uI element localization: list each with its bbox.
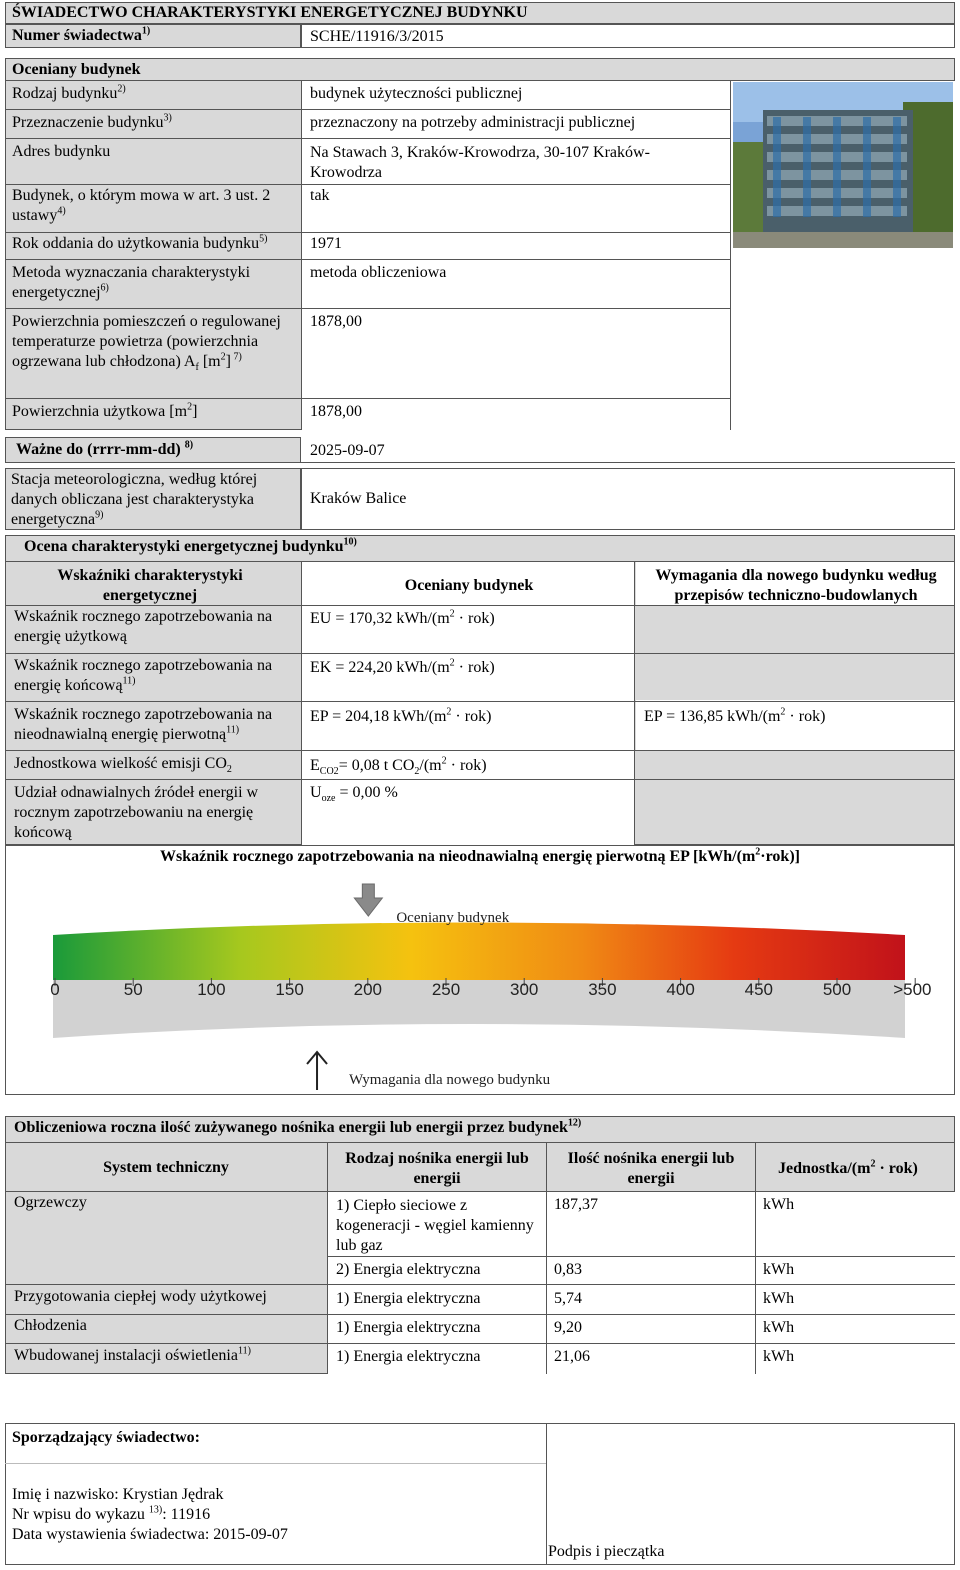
rating-section-title: Ocena charakterystyki energetycznej budynku$^{10)}$	[24, 536, 357, 555]
preparer-name: Imię i nazwisko: Krystian Jędrak	[12, 1486, 224, 1503]
row-dhw-amount: 5,74	[554, 1290, 582, 1307]
eu-value: EU = 170,32 kWh/$(m^2 \cdot rok)$	[310, 608, 495, 627]
cert-number-value-cell	[301, 24, 955, 48]
heated-area-label: Powierzchnia pomieszczeń o regulowanej temperaturze powietrza (powierzchnia ogrzewana lub chłodzona) $A_f$ $[m^2]$ $^{7)}$	[12, 313, 281, 374]
valid-until-value: 2025-09-07	[310, 442, 385, 459]
renewable-label: Udział odnawialnych źródeł energii w rocznym zapotrzebowaniu na energię końcową	[14, 784, 259, 841]
building-art3-label: Budynek, o którym mowa w art. 3 ust. 2 ustawy$^{4)}$	[12, 187, 271, 224]
preparer-heading: Sporządzający świadectwo:	[12, 1429, 200, 1446]
usable-area-value: 1878,00	[310, 403, 362, 420]
valid-until-label: Ważne do (rrrr-mm-dd) $^{8)}$	[16, 439, 194, 458]
ep-required-value: EP = 136,85 kWh/$(m^2 \cdot rok)$	[644, 706, 826, 725]
row-dhw-unit: kWh	[763, 1290, 795, 1307]
building-year-label: Rok oddania do użytkowania budynku$^{5)}$	[12, 233, 268, 252]
heated-area-value: 1878,00	[310, 313, 362, 330]
ep-label: Wskaźnik rocznego zapotrzebowania na nieodnawialną energię pierwotną$^{11)}$	[14, 706, 273, 743]
row-cooling-unit: kWh	[763, 1319, 795, 1336]
preparer-date: Data wystawienia świadectwa: 2015-09-07	[12, 1526, 288, 1543]
consumption-col-system: System techniczny	[103, 1159, 229, 1176]
assessed-marker-label: Oceniany budynek	[396, 910, 510, 926]
building-type-label: Rodzaj budynku$^{2)}$	[12, 83, 126, 102]
row-cooling-system: Chłodzenia	[14, 1317, 87, 1334]
ep-tick-label: 350	[588, 980, 617, 999]
row-heating2-carrier: 2) Energia elektryczna	[336, 1261, 481, 1278]
building-photo	[733, 82, 953, 248]
ep-value: EP = 204,18 kWh/$(m^2 \cdot rok)$	[310, 706, 492, 725]
ep-scale-axis-band	[53, 980, 905, 1038]
ep-tick-label: 0	[50, 980, 60, 999]
signature-label: Podpis i pieczątka	[548, 1543, 665, 1560]
renewable-value: $U_{oze} = 0,00$ %	[310, 784, 398, 805]
required-marker-label: Wymagania dla nowego budynku	[349, 1072, 551, 1088]
cert-number-label: Numer świadectwa$^{1)}$	[12, 25, 151, 44]
co2-label: Jednostkowa wielkość emisji $CO_2$	[14, 755, 232, 776]
row-lighting-system: Wbudowanej instalacji oświetlenia$^{11)}$	[14, 1345, 251, 1364]
row-heating-unit: kWh	[763, 1196, 795, 1213]
ep-tick-label: 250	[431, 980, 461, 999]
row-dhw-carrier: 1) Energia elektryczna	[336, 1290, 481, 1307]
required-marker	[307, 1052, 551, 1090]
station-value-cell	[301, 468, 955, 530]
title-bar	[5, 2, 955, 24]
station-label-cell	[5, 468, 301, 530]
ep-tick-label: 500	[822, 980, 852, 999]
row-lighting-unit: kWh	[763, 1348, 795, 1365]
method-value: metoda obliczeniowa	[310, 264, 447, 281]
row-heating-amount: 187,37	[554, 1196, 598, 1213]
ek-value: EK = 224,20 kWh/$(m^2 \cdot rok)$	[310, 657, 495, 676]
ep-tick-label: 300	[510, 980, 539, 999]
building-year-value: 1971	[310, 235, 342, 252]
row-lighting-amount: 21,06	[554, 1348, 590, 1365]
building-purpose-label: Przeznaczenie budynku$^{3)}$	[12, 112, 172, 131]
ep-tick-label: 200	[353, 980, 382, 999]
rating-col-required: Wymagania dla nowego budynku według przepisów techniczno-budowlanych	[655, 567, 937, 604]
rating-col-indicators: Wskaźniki charakterystyki energetycznej	[57, 567, 243, 604]
preparer-registry: Nr wpisu do wykazu $^{13)}$: 11916	[12, 1504, 211, 1523]
co2-value: $E_{CO2}= 0,08$ t $CO_2/(m^2 \cdot rok)$	[310, 755, 487, 778]
method-label: Metoda wyznaczania charakterystyki energetycznej$^{6)}$	[12, 264, 251, 301]
ep-tick-label: >500	[893, 980, 932, 999]
consumption-section-title: Obliczeniowa roczna ilość zużywanego nośnika energii lub energii przez budynek$^{12)}$	[14, 1117, 582, 1136]
consumption-col-carrier: Rodzaj nośnika energii lub energii	[345, 1150, 529, 1187]
ep-tick-label: 450	[744, 980, 773, 999]
building-art3-value: tak	[310, 187, 330, 204]
document-title: ŚWIADECTWO CHARAKTERYSTYKI ENERGETYCZNEJ BUDYNKU	[12, 4, 528, 21]
ep-scale-bar	[53, 923, 905, 981]
station-label: Stacja meteorologiczna, według której danych obliczana jest charakterystyka energetyczna$^{9)}$	[11, 471, 258, 528]
ep-tick-label: 400	[666, 980, 695, 999]
valid-until-label-cell	[5, 437, 301, 463]
cert-number-value: SCHE/11916/3/2015	[310, 28, 444, 45]
ep-tick-label: 100	[197, 980, 226, 999]
ep-tick-label: 50	[123, 980, 143, 999]
row-heating-carrier: 1) Ciepło sieciowe z kogeneracji - węgiel kamienny lub gaz	[336, 1197, 534, 1254]
cert-number-label-cell	[5, 24, 301, 48]
building-address-label: Adres budynku	[12, 143, 111, 160]
usable-area-label: Powierzchnia użytkowa $[m^2]$	[12, 401, 198, 420]
rating-col-assessed: Oceniany budynek	[404, 577, 534, 594]
required-arrow-icon	[307, 1052, 327, 1090]
row-heating-system: Ogrzewczy	[14, 1194, 87, 1211]
ep-tick-label: 150	[275, 980, 304, 999]
row-heating2-unit: kWh	[763, 1261, 795, 1278]
assessed-marker	[354, 884, 509, 926]
building-purpose-value: przeznaczony na potrzeby administracji publicznej	[310, 114, 636, 131]
consumption-col-amount: Ilość nośnika energii lub energii	[567, 1150, 735, 1187]
ep-scale-title: Wskaźnik rocznego zapotrzebowania na nieodnawialną energię pierwotną EP $[kWh/(m^2\cdot rok)]$	[160, 846, 800, 865]
building-type-value: budynek użyteczności publicznej	[310, 85, 523, 102]
assessed-arrow-icon	[354, 884, 382, 916]
station-value: Kraków Balice	[310, 490, 407, 507]
eu-label: Wskaźnik rocznego zapotrzebowania na energię użytkową	[14, 608, 273, 645]
building-address-value: Na Stawach 3, Kraków-Krowodrza, 30-107 Kraków-Krowodrza	[310, 144, 650, 181]
row-cooling-carrier: 1) Energia elektryczna	[336, 1319, 481, 1336]
consumption-col-unit: Jednostka/$(m^2 \cdot rok)$	[778, 1158, 918, 1177]
ek-label: Wskaźnik rocznego zapotrzebowania na energię końcową$^{11)}$	[14, 657, 273, 694]
building-section-title: Oceniany budynek	[12, 61, 141, 78]
ep-scale-chart	[5, 870, 955, 1095]
row-cooling-amount: 9,20	[554, 1319, 582, 1336]
row-lighting-carrier: 1) Energia elektryczna	[336, 1348, 481, 1365]
row-dhw-system: Przygotowania ciepłej wody użytkowej	[14, 1288, 267, 1305]
row-heating2-amount: 0,83	[554, 1261, 582, 1278]
